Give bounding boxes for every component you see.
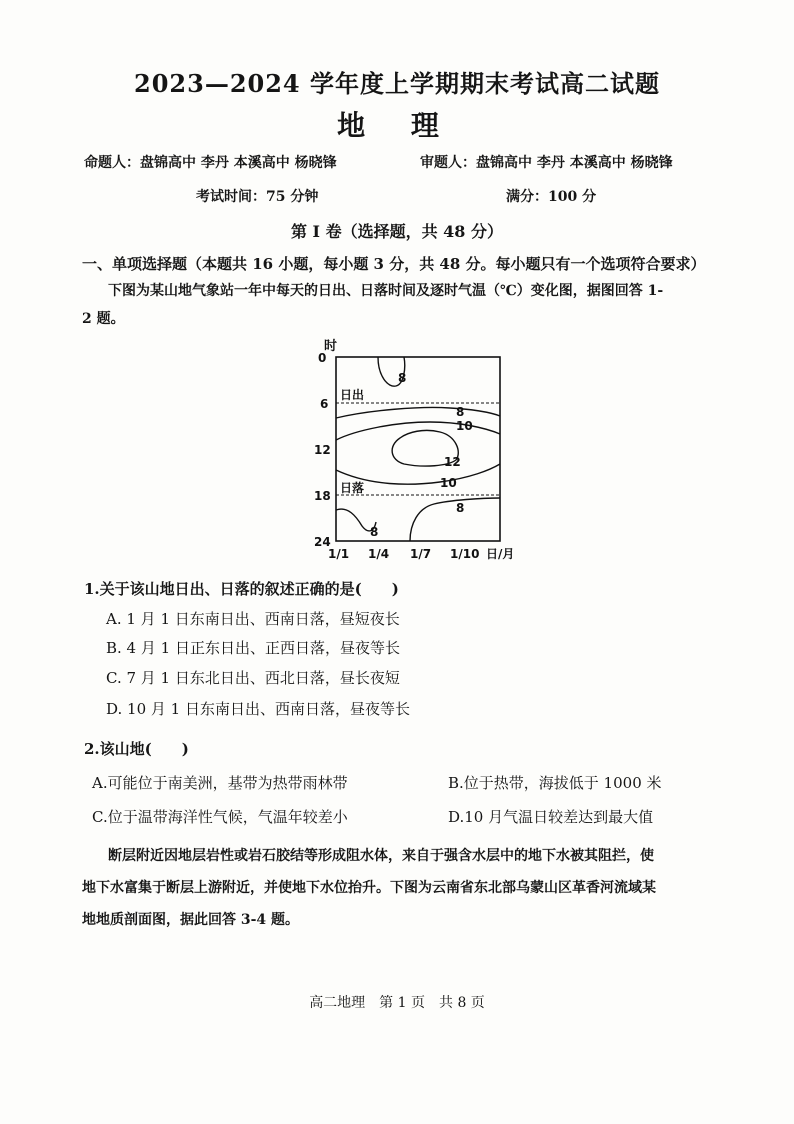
question-1-option-b: B. 4 月 1 日正东日出、正西日落，昼夜等长	[106, 639, 400, 657]
contour-label-8c: 8	[456, 501, 465, 515]
contour-label-10b: 10	[440, 476, 457, 490]
exam-time: 考试时间：75 分钟	[196, 189, 319, 205]
subject-title: 地 理	[337, 109, 457, 142]
passage-line-3: 地地质剖面图，据此回答 3-4 题。	[82, 912, 300, 928]
contour-labels	[370, 371, 473, 539]
reviewer-line: 审题人：盘锦高中 李丹 本溪高中 杨晓锋	[420, 155, 673, 171]
question-1-stem: 1.关于该山地日出、日落的叙述正确的是( )	[84, 580, 399, 598]
sunset-label: 日落	[340, 481, 365, 495]
contour-label-8a: 8	[398, 371, 407, 385]
page-footer: 高二地理 第 1 页 共 8 页	[309, 995, 485, 1011]
intro-line-2: 2 题。	[82, 311, 125, 327]
y-tick-6: 6	[320, 397, 329, 411]
contour-8-morning	[336, 407, 500, 418]
section-heading: 第 Ⅰ 卷（选择题，共 48 分）	[290, 222, 504, 241]
y-tick-24: 24	[314, 535, 331, 549]
x-tick-jul: 1/7	[410, 547, 432, 561]
contour-label-12: 12	[444, 455, 461, 469]
question-2-option-c: C.位于温带海洋性气候，气温年较差小	[92, 808, 348, 826]
question-2-option-b: B.位于热带，海拔低于 1000 米	[448, 774, 662, 792]
question-2-option-d: D.10 月气温日较差达到最大值	[448, 808, 654, 826]
contour-8-evening	[410, 498, 500, 541]
full-score: 满分：100 分	[506, 189, 597, 205]
intro-line-1: 下图为某山地气象站一年中每天的日出、日落时间及逐时气温（℃）变化图，据图回答 1-	[108, 283, 664, 299]
sunrise-label: 日出	[340, 388, 365, 402]
setter-line: 命题人：盘锦高中 李丹 本溪高中 杨晓锋	[84, 155, 337, 171]
question-2-option-a: A.可能位于南美洲，基带为热带雨林带	[92, 774, 348, 792]
question-1-option-d: D. 10 月 1 日东南日出、西南日落，昼夜等长	[106, 700, 410, 718]
y-tick-0: 0	[318, 351, 327, 365]
y-unit-label: 时	[324, 339, 338, 354]
y-tick-18: 18	[314, 489, 331, 503]
question-1-option-a: A. 1 月 1 日东南日出、西南日落，昼短夜长	[106, 610, 400, 628]
part-heading: 一、单项选择题（本题共 16 小题，每小题 3 分，共 48 分。每小题只有一个选项符合要求）	[82, 255, 706, 273]
question-2-stem: 2.该山地( )	[84, 740, 189, 758]
passage-line-1: 断层附近因地层岩性或岩石胶结等形成阻水体，来自于强含水层中的地下水被其阻拦，使	[108, 848, 654, 864]
x-unit-label: 日/月	[486, 547, 515, 561]
temperature-figure	[300, 336, 540, 566]
question-1-option-c: C. 7 月 1 日东北日出、西北日落，昼长夜短	[106, 669, 400, 687]
contour-label-8d: 8	[370, 525, 379, 539]
y-tick-12: 12	[314, 443, 331, 457]
contour-label-8b: 8	[456, 405, 465, 419]
figure-axes	[336, 357, 500, 541]
x-tick-apr: 1/4	[368, 547, 390, 561]
passage-line-2: 地下水富集于断层上游附近，并使地下水位抬升。下图为云南省东北部乌蒙山区革香河流域某	[82, 880, 656, 896]
x-tick-jan: 1/1	[328, 547, 350, 561]
contour-label-10a: 10	[456, 419, 473, 433]
x-tick-oct: 1/10	[450, 547, 480, 561]
exam-title: 2023—2024 学年度上学期期末考试高二试题	[134, 69, 660, 98]
